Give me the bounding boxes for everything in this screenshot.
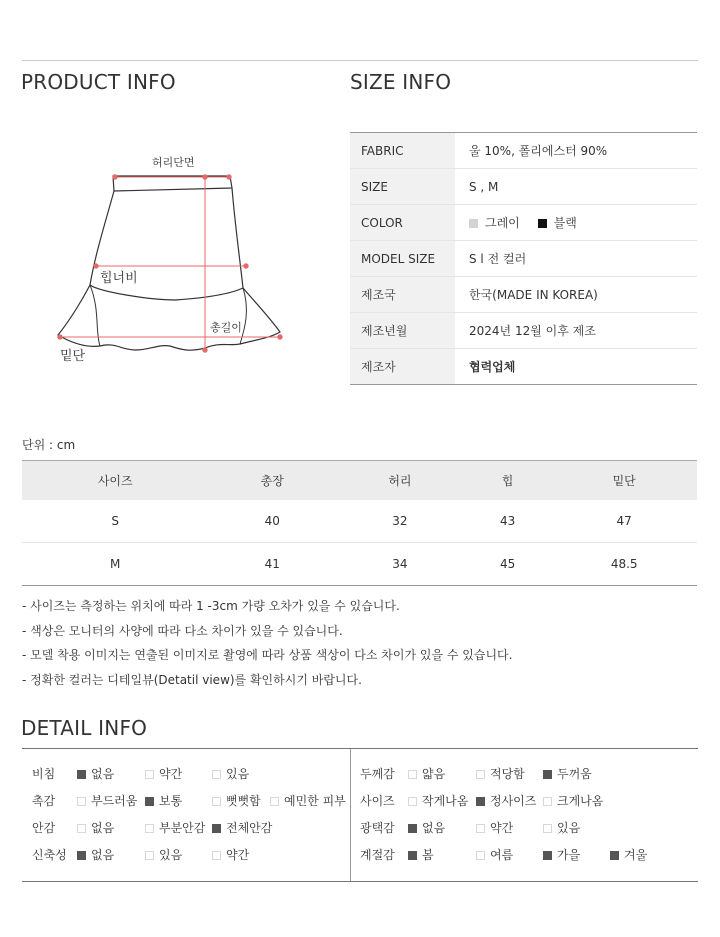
header-cell: 사이즈 (22, 461, 208, 501)
skirt-flounce (58, 285, 280, 350)
skirt-diagram (40, 150, 300, 375)
table-cell: 47 (551, 500, 697, 543)
detail-option (408, 845, 434, 865)
detail-label: 사이즈 (360, 794, 395, 808)
spec-key: COLOR (350, 205, 455, 241)
detail-row-right (22, 764, 698, 784)
black-swatch-icon (538, 219, 547, 228)
detail-label: 신축성 (32, 848, 67, 862)
detail-option (476, 818, 513, 838)
detail-option-label: 있음 (226, 767, 250, 781)
spec-key: FABRIC (350, 133, 455, 169)
table-row (22, 500, 697, 543)
spec-row-fabric (350, 133, 697, 169)
detail-label: 안감 (32, 821, 56, 835)
detail-option (408, 791, 468, 811)
detail-option-label: 전체안감 (226, 821, 273, 835)
unchecked-box-icon (476, 824, 485, 833)
unchecked-box-icon (543, 797, 552, 806)
detail-option-label: 겨울 (624, 848, 648, 862)
detail-option-label: 약간 (159, 767, 183, 781)
checked-box-icon (543, 770, 552, 779)
detail-row-right (22, 818, 698, 838)
detail-row-right (22, 845, 698, 865)
table-cell: 41 (264, 557, 280, 571)
detail-option (476, 791, 536, 811)
detail-option-label: 약간 (490, 821, 514, 835)
spec-value: 협력업체 (469, 360, 516, 374)
detail-option (543, 791, 603, 811)
detail-option (476, 764, 525, 784)
top-divider (22, 60, 698, 61)
detail-option-label: 크게나옴 (557, 794, 604, 808)
detail-option-label: 없음 (422, 821, 446, 835)
checked-box-icon (476, 797, 485, 806)
unchecked-box-icon (543, 824, 552, 833)
hem-label: 밑단 (60, 349, 86, 364)
detail-option-label: 없음 (91, 767, 115, 781)
detail-option-label: 약간 (226, 848, 250, 862)
hip-label: 힙너비 (100, 271, 138, 286)
spec-value: 울 10%, 폴리에스터 90% (455, 133, 697, 169)
size-table (22, 460, 697, 586)
table-cell: 48.5 (610, 557, 638, 571)
detail-option-label: 작게나옴 (422, 794, 469, 808)
spec-key: SIZE (350, 169, 455, 205)
detail-label: 비침 (32, 767, 56, 781)
table-row (22, 543, 697, 586)
spec-key: 제조자 (350, 349, 455, 385)
detail-label: 두께감 (360, 767, 395, 781)
spec-value: S , M (455, 169, 697, 205)
header-cell: 힙 (464, 461, 552, 501)
note-item: - 정확한 컬러는 디테일뷰(Detatil view)를 확인하시기 바랍니다. (22, 672, 362, 687)
length-label: 총길이 (210, 321, 242, 334)
detail-option-label: 없음 (91, 848, 115, 862)
spec-key: MODEL SIZE (350, 241, 455, 277)
detail-info-title: DETAIL INFO (21, 716, 148, 740)
header-cell: 밑단 (551, 461, 697, 501)
detail-option-label: 뻣뻣함 (226, 794, 261, 808)
table-cell: 43 (464, 500, 552, 543)
detail-label: 계절감 (360, 848, 395, 862)
detail-option-label: 부드러움 (91, 794, 138, 808)
header-cell: 총장 (208, 461, 336, 501)
note-item: - 모델 착용 이미지는 연출된 이미지로 촬영에 따라 상품 색상이 다소 차이가 있을 수 있습니다. (22, 648, 513, 662)
table-cell: M (110, 557, 121, 571)
table-cell: 32 (336, 500, 464, 543)
spec-key: 제조국 (350, 277, 455, 313)
gray-swatch-icon (469, 219, 478, 228)
unchecked-box-icon (408, 770, 417, 779)
unchecked-box-icon (476, 851, 485, 860)
detail-option-label: 보통 (159, 794, 183, 808)
unchecked-box-icon (408, 797, 417, 806)
color-gray-label: 그레이 (485, 216, 520, 230)
detail-option-label: 예민한 피부 (284, 794, 346, 808)
spec-value: S l 전 컬러 (455, 241, 697, 277)
detail-option (408, 764, 445, 784)
waist-label: 허리단면 (152, 156, 195, 169)
detail-option-label: 있음 (159, 848, 183, 862)
header-cell: 허리 (336, 461, 464, 501)
detail-option (543, 845, 580, 865)
detail-option (610, 845, 647, 865)
spec-row-size (350, 169, 697, 205)
table-cell: 34 (392, 557, 408, 571)
detail-option-label: 두꺼움 (557, 767, 592, 781)
detail-row-right (22, 791, 698, 811)
detail-option-label: 얇음 (422, 767, 446, 781)
detail-option-label: 있음 (557, 821, 581, 835)
detail-table (22, 748, 698, 882)
skirt-waistband (113, 176, 232, 191)
detail-option-label: 부분안감 (159, 821, 206, 835)
size-table-header (22, 461, 697, 501)
spec-row-maker (350, 349, 697, 385)
spec-value (455, 205, 697, 241)
unchecked-box-icon (476, 770, 485, 779)
checked-box-icon (543, 851, 552, 860)
note-item: - 색상은 모니터의 사양에 따라 다소 차이가 있을 수 있습니다. (22, 623, 343, 638)
detail-option (408, 818, 445, 838)
color-black-label: 블랙 (553, 216, 577, 230)
spec-value: 2024년 12월 이후 제조 (455, 313, 697, 349)
spec-row-date (350, 313, 697, 349)
spec-row-color (350, 205, 697, 241)
detail-option (543, 764, 592, 784)
spec-row-country (350, 277, 697, 313)
unit-label: 단위 : cm (22, 438, 76, 452)
table-cell: 45 (499, 557, 516, 571)
checked-box-icon (610, 851, 619, 860)
detail-option-label: 여름 (490, 848, 514, 862)
checked-box-icon (408, 851, 417, 860)
note-item: - 사이즈는 측정하는 위치에 따라 1 -3cm 가량 오차가 있을 수 있습니다. (22, 599, 400, 613)
size-info-title: SIZE INFO (350, 70, 452, 94)
spec-table (350, 132, 697, 385)
detail-option-label: 가을 (557, 848, 581, 862)
table-cell: 40 (208, 500, 336, 543)
product-info-title: PRODUCT INFO (21, 70, 176, 94)
detail-option-label: 정사이즈 (490, 794, 537, 808)
detail-option (543, 818, 580, 838)
detail-label: 광택감 (360, 821, 395, 835)
checked-box-icon (408, 824, 417, 833)
detail-option-label: 적당함 (490, 767, 525, 781)
detail-option (476, 845, 513, 865)
detail-label: 촉감 (32, 794, 56, 808)
spec-value: 한국(MADE IN KOREA) (455, 277, 697, 313)
spec-row-model-size (350, 241, 697, 277)
spec-key: 제조년월 (350, 313, 455, 349)
detail-option-label: 봄 (422, 848, 434, 862)
detail-option-label: 없음 (91, 821, 115, 835)
table-cell: S (22, 500, 208, 543)
notes (22, 594, 512, 692)
